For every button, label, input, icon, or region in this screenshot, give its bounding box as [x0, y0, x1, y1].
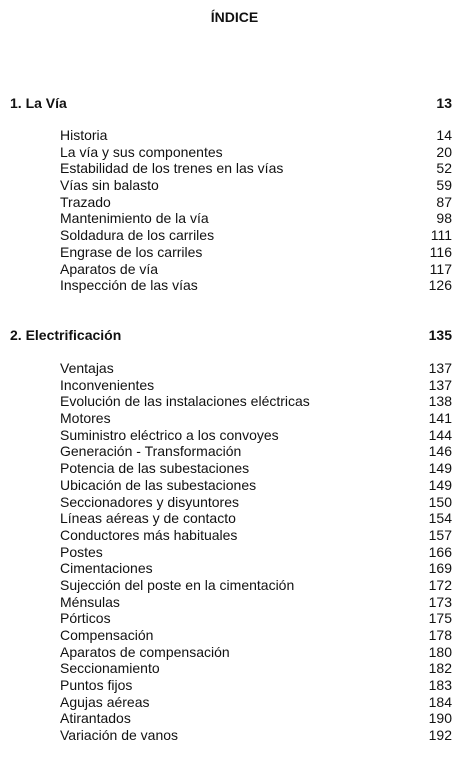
toc-entry	[60, 594, 452, 611]
toc-entry-label: Evolución de las instalaciones eléctricas	[60, 393, 310, 410]
toc-entry	[60, 710, 452, 727]
toc-entry-label: Generación - Transformación	[60, 443, 242, 460]
toc-entry-label: Suministro eléctrico a los convoyes	[60, 426, 279, 443]
toc-entry-page: 184	[428, 693, 452, 710]
toc-entry	[60, 544, 452, 561]
toc-entry-label: Ventajas	[60, 360, 114, 376]
toc-entry-page: 178	[428, 627, 452, 643]
toc-entry	[60, 427, 452, 444]
toc-entry	[60, 210, 452, 227]
toc-entry-page: 52	[436, 160, 452, 177]
toc-entry-label: Soldadura de los carriles	[60, 227, 215, 244]
toc-entry-label: Vías sin balasto	[60, 177, 159, 194]
toc-entry-page: 192	[428, 727, 452, 744]
toc-entry-page: 172	[428, 576, 452, 593]
toc-entry-page: 59	[436, 177, 452, 194]
toc-entry	[60, 460, 452, 477]
toc-entry-label: Variación de vanos	[60, 727, 179, 744]
toc-entry-page: 111	[430, 227, 452, 244]
toc-entry-page: 141	[428, 410, 452, 427]
page-title: ÍNDICE	[210, 9, 259, 25]
toc-entry-page: 98	[436, 210, 452, 227]
section-page-number: 13	[436, 95, 452, 111]
toc-entry	[60, 410, 452, 427]
toc-entry-page: 154	[428, 510, 452, 527]
toc-entry-label: Puntos fijos	[60, 677, 133, 694]
section-item-list	[60, 127, 452, 294]
toc-entry	[60, 527, 452, 544]
toc-entry-page: 116	[429, 243, 452, 260]
toc-entry-page: 166	[428, 543, 452, 560]
toc-entry	[60, 610, 452, 627]
toc-entry	[60, 644, 452, 661]
toc-entry-label: Conductores más habituales	[60, 526, 238, 543]
toc-entry	[60, 244, 452, 261]
toc-entry	[60, 510, 452, 527]
toc-entry-label: Engrase de los carriles	[60, 243, 203, 260]
toc-entry-page: 20	[436, 143, 452, 160]
toc-entry	[60, 660, 452, 677]
toc-entry	[60, 377, 452, 394]
section-title: 1. La Vía	[10, 95, 67, 111]
toc-entry-page: 138	[428, 393, 452, 410]
toc-entry	[60, 144, 452, 161]
toc-entry-label: Sujección del poste en la cimentación	[60, 576, 295, 593]
toc-entry-page: 183	[428, 677, 452, 694]
toc-entry-label: Ménsulas	[60, 593, 120, 610]
toc-entry-label: Historia	[60, 127, 108, 143]
toc-entry-page: 157	[428, 526, 452, 543]
toc-entry	[60, 194, 452, 211]
toc-entry-page: 87	[436, 193, 452, 210]
toc-entry	[60, 177, 452, 194]
toc-entry-page: 126	[428, 277, 452, 294]
toc-entry	[60, 443, 452, 460]
section-heading-electrificacion	[10, 327, 452, 345]
section-heading-la-via	[10, 95, 452, 113]
toc-entry	[60, 277, 452, 294]
toc-entry-page: 169	[428, 560, 452, 577]
toc-entry-label: Motores	[60, 410, 111, 427]
toc-entry	[60, 577, 452, 594]
toc-entry-label: Aparatos de compensación	[60, 643, 230, 660]
toc-entry	[60, 727, 452, 744]
toc-entry-page: 117	[429, 260, 452, 277]
toc-entry-page: 173	[428, 593, 452, 610]
toc-entry-label: Inconvenientes	[60, 376, 155, 393]
toc-entry-label: Ubicación de las subestaciones	[60, 476, 257, 493]
toc-entry	[60, 360, 452, 377]
toc-entry-label: Compensación	[60, 627, 154, 643]
toc-entry	[60, 477, 452, 494]
toc-entry-page: 180	[428, 643, 452, 660]
toc-entry	[60, 560, 452, 577]
toc-entry-page: 190	[428, 710, 452, 727]
toc-entry-page: 137	[428, 376, 452, 393]
toc-entry-label: Mantenimiento de la vía	[60, 210, 209, 227]
toc-entry-label: Atirantados	[60, 710, 131, 727]
toc-entry-label: Seccionadores y disyuntores	[60, 493, 239, 510]
toc-entry-label: Líneas aéreas y de contacto	[60, 510, 236, 527]
toc-entry	[60, 261, 452, 278]
toc-entry-label: Postes	[60, 543, 103, 560]
toc-entry-label: Inspección de las vías	[60, 277, 198, 294]
toc-entry-label: Cimentaciones	[60, 560, 153, 577]
toc-entry-page: 182	[428, 660, 452, 677]
section-page-number: 135	[428, 327, 452, 343]
toc-entry-page: 14	[436, 127, 452, 143]
toc-entry	[60, 494, 452, 511]
toc-entry-page: 149	[428, 476, 452, 493]
section-title: 2. Electrificación	[10, 327, 122, 343]
toc-entry-label: La vía y sus componentes	[60, 143, 223, 160]
toc-entry	[60, 227, 452, 244]
section-item-list	[60, 360, 452, 744]
toc-entry-label: Aparatos de vía	[60, 260, 159, 277]
toc-entry	[60, 393, 452, 410]
toc-entry-label: Pórticos	[60, 610, 111, 627]
toc-entry-label: Agujas aéreas	[60, 693, 150, 710]
toc-entry	[60, 127, 452, 144]
toc-entry-label: Trazado	[60, 193, 111, 210]
toc-entry-page: 149	[428, 460, 452, 477]
toc-entry-label: Estabilidad de los trenes en las vías	[60, 160, 284, 177]
toc-entry	[60, 160, 452, 177]
toc-entry-page: 137	[428, 360, 452, 376]
toc-entry-page: 150	[428, 493, 452, 510]
toc-entry	[60, 627, 452, 644]
toc-entry	[60, 677, 452, 694]
toc-entry-page: 144	[428, 426, 452, 443]
toc-entry-page: 146	[428, 443, 452, 460]
toc-entry-page: 175	[428, 610, 452, 627]
toc-entry-label: Potencia de las subestaciones	[60, 460, 250, 477]
toc-entry-label: Seccionamiento	[60, 660, 160, 677]
toc-entry	[60, 694, 452, 711]
